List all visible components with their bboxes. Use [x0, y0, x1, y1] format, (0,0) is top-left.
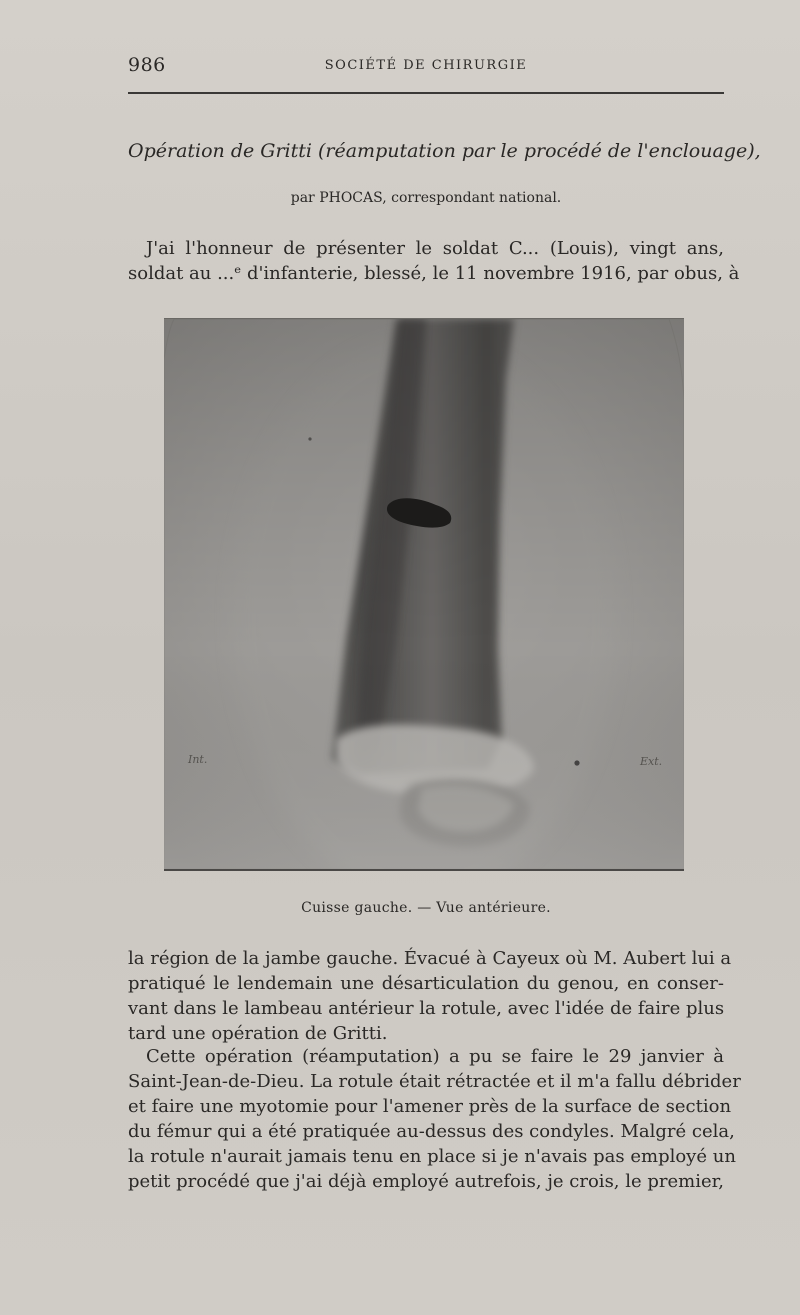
text-line: Saint-Jean-de-Dieu. La rotule était rétractée et il m'a fallu débrider — [128, 1071, 741, 1092]
page-number: 986 — [128, 54, 166, 76]
text-line: du fémur qui a été pratiquée au-dessus des condyles. Malgré cela, — [128, 1121, 735, 1142]
text-line: et faire une myotomie pour l'amener près de la surface de section — [128, 1096, 732, 1117]
article-title: Opération de Gritti (réamputation par le procédé de l'enclouage), — [128, 140, 761, 162]
byline: par PHOCAS, correspondant national. — [290, 190, 562, 206]
page-header — [128, 54, 724, 82]
paragraph-1 — [128, 946, 732, 1046]
running-title: SOCIÉTÉ DE CHIRURGIE — [324, 58, 528, 73]
figure-label-int: Int. — [188, 753, 208, 766]
text-line: Cette opération (réamputation) a pu se faire le 29 janvier à — [146, 1046, 724, 1067]
xray-image — [164, 319, 684, 869]
text-line: J'ai l'honneur de présenter le soldat C... (Louis), vingt ans, — [146, 238, 724, 259]
paragraph-2 — [128, 1044, 741, 1194]
text-line: soldat au ...ᵉ d'infanterie, blessé, le 11 novembre 1916, par obus, à — [128, 263, 740, 284]
figure-caption: Cuisse gauche. — Vue antérieure. — [301, 900, 551, 916]
text-line: vant dans le lambeau antérieur la rotule, avec l'idée de faire plus — [128, 998, 725, 1019]
text-line: tard une opération de Gritti. — [128, 1023, 388, 1044]
intro-paragraph — [128, 236, 740, 286]
text-line: la rotule n'aurait jamais tenu en place si je n'avais pas employé un — [128, 1146, 736, 1167]
xray-figure — [164, 318, 684, 871]
text-line: petit procédé que j'ai déjà employé autrefois, je crois, le premier, — [128, 1171, 724, 1192]
figure-label-ext: Ext. — [640, 755, 663, 768]
header-rule — [128, 92, 724, 94]
text-line: la région de la jambe gauche. Évacué à Cayeux où M. Aubert lui a — [128, 948, 732, 969]
text-line: pratiqué le lendemain une désarticulation du genou, en conser- — [128, 973, 724, 994]
